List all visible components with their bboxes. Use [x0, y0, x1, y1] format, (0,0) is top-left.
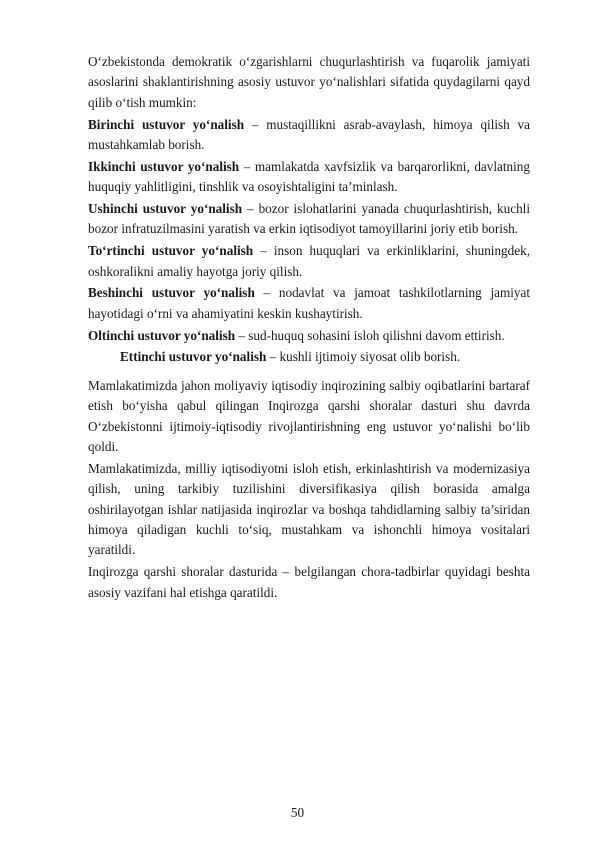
body-paragraph-1: Mamlakatimizda jahon moliyaviy iqtisodiy inqirozining salbiy oqibatlarini bartaraf etish bo‘yisha qabul qilingan Inqirozga qarshi shoralar dasturi shu davrda O‘zbekistonni ijtimoiy-iqtisodiy rivojlantirishning eng ustuvor yo‘nalishi bo‘lib qoldi. — [88, 377, 530, 455]
priority-label: Ettinchi ustuvor yo‘nalish — [120, 349, 267, 365]
priority-3 — [88, 199, 530, 240]
priority-7 — [88, 347, 530, 367]
priority-label: Oltinchi ustuvor yo‘nalish — [88, 327, 236, 343]
priority-label: Ikkinchi ustuvor yo‘nalish — [88, 158, 240, 174]
priority-2 — [88, 157, 530, 198]
priority-label: Birinchi ustuvor yo‘nalish — [88, 116, 245, 132]
priority-text: – mamlakatda xavfsizlik va barqarorlikni, davlatning huquqiy yahlitligini, tinshlik va osoyishtaligini ta’minlash. — [88, 158, 530, 195]
priority-label: Beshinchi ustuvor yo‘nalish — [88, 285, 255, 301]
priority-label: Ushinchi ustuvor yo‘nalish — [88, 201, 243, 217]
priority-1 — [88, 115, 530, 156]
priority-text: – bozor islohatlarini yanada chuqurlashtirish, kuchli bozor infratuzilmasini yaratish va erkin iqtisodiyot tamoyillarini joriy etib borish. — [88, 201, 531, 237]
priority-text: – kushli ijtimoiy siyosat olib borish. — [266, 349, 461, 365]
body-paragraph-2: Mamlakatimizda, milliy iqtisodiyotni isloh etish, erkinlashtirish va modernizasiya qilish, uning tarkibiy tuzilishini diversifikasiya qilish borasida amalga oshirilayotgan ishlar natijasida inqirozlar va boshqa tahdidlarning salbiy ta’siridan himoya qiladigan kuchli to‘siq, mustahkam va ishonchli himoya vositalari yaratildi. — [88, 460, 530, 558]
priority-label: To‘rtinchi ustuvor yo‘nalish — [88, 243, 254, 259]
body-paragraph-3: Inqirozga qarshi shoralar dasturida – belgilangan chora-tadbirlar quyidagi beshta asosiy vazifani hal etishga qaratildi. — [88, 564, 530, 600]
priority-5 — [88, 283, 530, 324]
page-body — [88, 52, 530, 603]
priority-6 — [88, 326, 530, 346]
priority-4 — [88, 241, 530, 282]
priority-text: – sud-huquq sohasini isloh qilishni davom ettirish. — [235, 327, 505, 343]
priority-text: – nodavlat va jamoat tashkilotlarning jamiyat hayotidagi o‘rni va ahamiyatini keskin kushaytirish. — [88, 285, 530, 321]
page-number: 50 — [290, 805, 305, 820]
priority-text: – mustaqillikni asrab-avaylash, himoya qilish va mustahkamlab borish. — [88, 116, 530, 153]
priority-text: – inson huquqlari va erkinliklarini, shuningdek, oshkoralikni amaliy hayotga joriy qilish. — [88, 243, 530, 279]
intro-paragraph: O‘zbekistonda demokratik o‘zgarishlarni chuqurlashtirish va fuqarolik jamiyati asoslarini shaklantirishning asosiy ustuvor yo‘nalishlari sifatida quydagilarni qayd qilib o‘tish mumkin: — [88, 54, 530, 110]
